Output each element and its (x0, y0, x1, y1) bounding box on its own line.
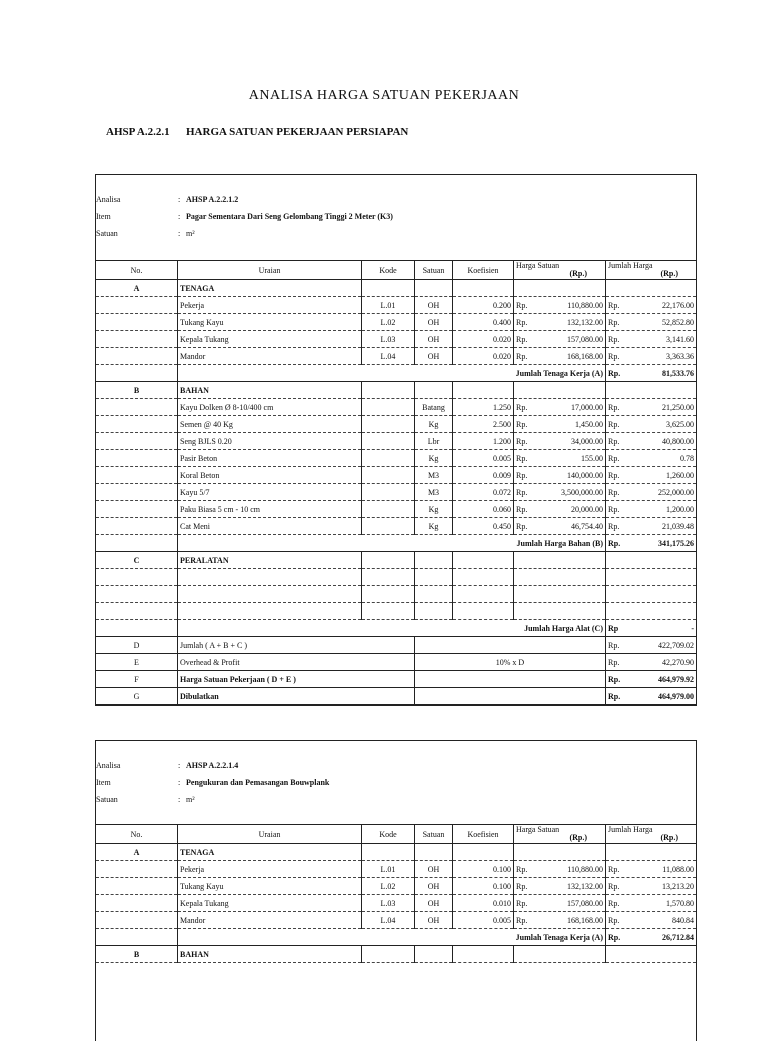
item-harga-satuan: Rp. 46,754.40 (514, 518, 606, 535)
cell (96, 331, 178, 348)
item-harga-satuan: Rp. 168,168.00 (514, 348, 606, 365)
subtotal-value: Rp. 26,712.84 (606, 929, 697, 946)
item-harga-satuan: Rp. 155.00 (514, 450, 606, 467)
cell (606, 586, 697, 603)
meta-value: m² (186, 229, 195, 238)
item-koefisien: 2.500 (453, 416, 514, 433)
cell (96, 929, 178, 946)
cell (606, 603, 697, 620)
cell (606, 569, 697, 586)
cell (96, 535, 178, 552)
item-uraian: Kepala Tukang (178, 331, 362, 348)
item-jumlah-harga: Rp. 3,141.60 (606, 331, 697, 348)
summary-no: D (96, 637, 178, 654)
cell (606, 382, 697, 399)
section-row (96, 844, 697, 861)
item-jumlah-harga: Rp. 840.84 (606, 912, 697, 929)
table-row (96, 348, 697, 365)
cell (362, 552, 415, 569)
item-uraian: Kepala Tukang (178, 895, 362, 912)
item-kode: L.01 (362, 297, 415, 314)
item-satuan: OH (415, 348, 453, 365)
item-harga-satuan: Rp. 140,000.00 (514, 467, 606, 484)
summary-value: Rp. 464,979.00 (606, 688, 697, 705)
section-name: HARGA SATUAN PEKERJAAN PERSIAPAN (186, 126, 409, 138)
section-row (96, 280, 697, 297)
cell (415, 569, 453, 586)
cell (96, 484, 178, 501)
item-koefisien: 0.100 (453, 878, 514, 895)
subtotal-value: Rp. 341,175.26 (606, 535, 697, 552)
table-header (96, 261, 697, 280)
section-no: C (96, 552, 178, 569)
cell (606, 280, 697, 297)
section-row (96, 552, 697, 569)
subtotal-row (96, 535, 697, 552)
cell (514, 844, 606, 861)
item-harga-satuan: Rp. 110,880.00 (514, 297, 606, 314)
section-title: BAHAN (178, 946, 362, 963)
cell (96, 314, 178, 331)
summary-row (96, 688, 697, 705)
item-satuan: OH (415, 297, 453, 314)
item-satuan: Batang (415, 399, 453, 416)
item-harga-satuan: Rp. 168,168.00 (514, 912, 606, 929)
item-uraian: Pekerja (178, 297, 362, 314)
cell (96, 348, 178, 365)
cell (415, 586, 453, 603)
item-harga-satuan: Rp. 34,000.00 (514, 433, 606, 450)
cell (178, 586, 362, 603)
table-row (96, 895, 697, 912)
table-row (96, 450, 697, 467)
cell (96, 895, 178, 912)
item-satuan: M3 (415, 484, 453, 501)
item-koefisien: 0.200 (453, 297, 514, 314)
cell (453, 569, 514, 586)
item-uraian: Tukang Kayu (178, 314, 362, 331)
col-harga-satuan: Harga Satuan (Rp.) (514, 261, 606, 280)
item-jumlah-harga: Rp. 1,200.00 (606, 501, 697, 518)
item-harga-satuan: Rp. 132,132.00 (514, 314, 606, 331)
cell (415, 603, 453, 620)
item-koefisien: 0.020 (453, 348, 514, 365)
item-kode (362, 501, 415, 518)
cell (514, 280, 606, 297)
meta-label: Satuan (96, 795, 118, 804)
cell (453, 946, 514, 963)
summary-row (96, 654, 697, 671)
cell (453, 280, 514, 297)
cell (362, 844, 415, 861)
cell (96, 878, 178, 895)
item-kode: L.03 (362, 331, 415, 348)
item-uraian: Seng BJLS 0.20 (178, 433, 362, 450)
cell (96, 450, 178, 467)
section-row (96, 946, 697, 963)
section-title: TENAGA (178, 844, 362, 861)
summary-uraian: Harga Satuan Pekerjaan ( D + E ) (178, 671, 415, 688)
item-harga-satuan: Rp. 110,880.00 (514, 861, 606, 878)
meta-value: m² (186, 795, 195, 804)
cell (606, 946, 697, 963)
item-uraian: Koral Beton (178, 467, 362, 484)
empty-row (96, 569, 697, 586)
item-uraian: Kayu Dolken Ø 8-10/400 cm (178, 399, 362, 416)
summary-uraian: Dibulatkan (178, 688, 415, 705)
analysis-table-2 (95, 824, 697, 963)
item-koefisien: 0.009 (453, 467, 514, 484)
col-harga-satuan: Harga Satuan (Rp.) (514, 825, 606, 844)
cell (514, 552, 606, 569)
subtotal-value: Rp - (606, 620, 697, 637)
item-satuan: OH (415, 878, 453, 895)
item-satuan: OH (415, 861, 453, 878)
item-uraian: Kayu 5/7 (178, 484, 362, 501)
item-kode (362, 433, 415, 450)
summary-no: F (96, 671, 178, 688)
cell (362, 586, 415, 603)
item-kode: L.04 (362, 912, 415, 929)
section-title: BAHAN (178, 382, 362, 399)
summary-row (96, 671, 697, 688)
cell (514, 569, 606, 586)
item-harga-satuan: Rp. 20,000.00 (514, 501, 606, 518)
cell (606, 844, 697, 861)
table-row (96, 518, 697, 535)
table-row (96, 467, 697, 484)
summary-value: Rp. 422,709.02 (606, 637, 697, 654)
col-koefisien: Koefisien (453, 825, 514, 844)
item-jumlah-harga: Rp. 252,000.00 (606, 484, 697, 501)
item-jumlah-harga: Rp. 21,039.48 (606, 518, 697, 535)
meta-label: Analisa (96, 761, 121, 770)
item-jumlah-harga: Rp. 0.78 (606, 450, 697, 467)
cell (514, 382, 606, 399)
item-koefisien: 1.200 (453, 433, 514, 450)
summary-note (415, 637, 606, 654)
item-jumlah-harga: Rp. 11,088.00 (606, 861, 697, 878)
item-satuan: OH (415, 912, 453, 929)
section-no: B (96, 382, 178, 399)
item-kode: L.02 (362, 314, 415, 331)
summary-value: Rp. 42,270.90 (606, 654, 697, 671)
item-uraian: Mandor (178, 348, 362, 365)
item-kode (362, 467, 415, 484)
cell (362, 569, 415, 586)
section-code: AHSP A.2.2.1 (106, 126, 170, 138)
summary-row (96, 637, 697, 654)
summary-no: E (96, 654, 178, 671)
item-satuan: M3 (415, 467, 453, 484)
item-jumlah-harga: Rp. 13,213.20 (606, 878, 697, 895)
table-row (96, 501, 697, 518)
subtotal-value: Rp. 81,533.76 (606, 365, 697, 382)
cell (96, 586, 178, 603)
item-jumlah-harga: Rp. 40,800.00 (606, 433, 697, 450)
item-kode: L.04 (362, 348, 415, 365)
summary-uraian: Overhead & Profit (178, 654, 415, 671)
meta-label: Item (96, 778, 111, 787)
item-kode (362, 416, 415, 433)
item-kode (362, 450, 415, 467)
cell (96, 620, 178, 637)
cell (178, 569, 362, 586)
item-harga-satuan: Rp. 17,000.00 (514, 399, 606, 416)
empty-row (96, 586, 697, 603)
meta-label: Analisa (96, 195, 121, 204)
section-title: PERALATAN (178, 552, 362, 569)
cell (362, 946, 415, 963)
meta-value: AHSP A.2.2.1.4 (186, 761, 239, 770)
section-no: A (96, 280, 178, 297)
table-row (96, 484, 697, 501)
col-jumlah-harga: Jumlah Harga (Rp.) (606, 825, 697, 844)
table-row (96, 861, 697, 878)
item-koefisien: 1.250 (453, 399, 514, 416)
item-jumlah-harga: Rp. 21,250.00 (606, 399, 697, 416)
subtotal-row (96, 365, 697, 382)
item-uraian: Mandor (178, 912, 362, 929)
item-kode: L.02 (362, 878, 415, 895)
item-uraian: Paku Biasa 5 cm - 10 cm (178, 501, 362, 518)
meta-value: Pengukuran dan Pemasangan Bouwplank (186, 778, 330, 787)
item-jumlah-harga: Rp. 1,570.80 (606, 895, 697, 912)
meta-value: AHSP A.2.2.1.2 (186, 195, 239, 204)
table-row (96, 399, 697, 416)
summary-no: G (96, 688, 178, 705)
col-koefisien: Koefisien (453, 261, 514, 280)
item-kode (362, 518, 415, 535)
item-jumlah-harga: Rp. 1,260.00 (606, 467, 697, 484)
col-kode: Kode (362, 825, 415, 844)
cell (362, 603, 415, 620)
item-koefisien: 0.100 (453, 861, 514, 878)
cell (96, 569, 178, 586)
item-uraian: Cat Meni (178, 518, 362, 535)
item-harga-satuan: Rp. 1,450.00 (514, 416, 606, 433)
item-uraian: Tukang Kayu (178, 878, 362, 895)
cell (514, 586, 606, 603)
empty-row (96, 603, 697, 620)
table-row (96, 878, 697, 895)
cell (606, 552, 697, 569)
section-no: B (96, 946, 178, 963)
item-satuan: Kg (415, 518, 453, 535)
col-uraian: Uraian (178, 261, 362, 280)
item-koefisien: 0.400 (453, 314, 514, 331)
analysis-table-1 (95, 260, 697, 705)
section-no: A (96, 844, 178, 861)
summary-value: Rp. 464,979.92 (606, 671, 697, 688)
meta-value: Pagar Sementara Dari Seng Gelombang Tinggi 2 Meter (K3) (186, 212, 393, 221)
section-row (96, 382, 697, 399)
subtotal-label: Jumlah Harga Alat (C) (178, 620, 606, 637)
cell (415, 552, 453, 569)
item-uraian: Pasir Beton (178, 450, 362, 467)
table-row (96, 314, 697, 331)
table-header (96, 825, 697, 844)
cell (96, 399, 178, 416)
item-kode: L.03 (362, 895, 415, 912)
cell (96, 416, 178, 433)
cell (96, 603, 178, 620)
item-satuan: Kg (415, 416, 453, 433)
col-no: No. (96, 825, 178, 844)
item-koefisien: 0.450 (453, 518, 514, 535)
item-kode (362, 399, 415, 416)
table-row (96, 331, 697, 348)
table-row (96, 912, 697, 929)
item-kode (362, 484, 415, 501)
cell (96, 518, 178, 535)
table-row (96, 433, 697, 450)
item-satuan: OH (415, 331, 453, 348)
item-harga-satuan: Rp. 157,080.00 (514, 331, 606, 348)
item-satuan: OH (415, 314, 453, 331)
table-row (96, 297, 697, 314)
col-no: No. (96, 261, 178, 280)
item-uraian: Semen @ 40 Kg (178, 416, 362, 433)
cell (453, 552, 514, 569)
item-harga-satuan: Rp. 157,080.00 (514, 895, 606, 912)
item-satuan: Kg (415, 450, 453, 467)
cell (96, 467, 178, 484)
summary-note (415, 688, 606, 705)
item-koefisien: 0.005 (453, 912, 514, 929)
item-koefisien: 0.060 (453, 501, 514, 518)
item-jumlah-harga: Rp. 22,176.00 (606, 297, 697, 314)
item-jumlah-harga: Rp. 52,852.80 (606, 314, 697, 331)
cell (415, 946, 453, 963)
summary-uraian: Jumlah ( A + B + C ) (178, 637, 415, 654)
col-jumlah-harga: Jumlah Harga (Rp.) (606, 261, 697, 280)
cell (96, 297, 178, 314)
cell (96, 365, 178, 382)
item-kode: L.01 (362, 861, 415, 878)
item-harga-satuan: Rp. 3,500,000.00 (514, 484, 606, 501)
summary-note (415, 671, 606, 688)
col-satuan: Satuan (415, 261, 453, 280)
col-uraian: Uraian (178, 825, 362, 844)
cell (178, 603, 362, 620)
cell (415, 382, 453, 399)
cell (96, 912, 178, 929)
analysis-block-2: Analisa : AHSP A.2.2.1.4 Item : Pengukuran dan Pemasangan Bouwplank Satuan : m² No. Uraian Kode Satuan Koefisien Harga Satuan (Rp.) Jumlah Harga (Rp.) A TENAGA Pekerja L.01 OH 0.100 Rp. 110,880.00 Rp. 11,088.00 Tukang Kayu L.02 OH 0.100 Rp. 132,132.00 Rp. 13,213.20 Kepala Tukang L.03 OH 0.010 Rp. 157,080.00 Rp. 1,570.80 Mandor L.04 OH 0.005 Rp. 168,168.00 Rp. 840.84 Jumlah Tenaga Kerja (A) Rp. 26,712.84 B BAHAN (95, 740, 697, 1041)
cell (415, 280, 453, 297)
cell (415, 844, 453, 861)
item-koefisien: 0.005 (453, 450, 514, 467)
table-row (96, 416, 697, 433)
item-satuan: OH (415, 895, 453, 912)
cell (362, 382, 415, 399)
item-uraian: Pekerja (178, 861, 362, 878)
section-title: TENAGA (178, 280, 362, 297)
item-koefisien: 0.010 (453, 895, 514, 912)
cell (514, 603, 606, 620)
subtotal-label: Jumlah Tenaga Kerja (A) (178, 929, 606, 946)
col-satuan: Satuan (415, 825, 453, 844)
subtotal-label: Jumlah Tenaga Kerja (A) (178, 365, 606, 382)
subtotal-label: Jumlah Harga Bahan (B) (178, 535, 606, 552)
cell (96, 501, 178, 518)
cell (453, 382, 514, 399)
item-satuan: Lbr (415, 433, 453, 450)
item-jumlah-harga: Rp. 3,363.36 (606, 348, 697, 365)
item-jumlah-harga: Rp. 3,625.00 (606, 416, 697, 433)
item-koefisien: 0.020 (453, 331, 514, 348)
cell (96, 433, 178, 450)
analysis-block-1: Analisa : AHSP A.2.2.1.2 Item : Pagar Sementara Dari Seng Gelombang Tinggi 2 Meter (K3) Satuan : m² No. Uraian Kode Satuan Koefisien Harga Satuan (Rp.) Jumlah Harga (Rp.) A TENAGA Pekerja L.01 OH 0.200 Rp. 110,880.00 Rp. 22,176.00 Tukang Kayu L.02 OH 0.400 Rp. 132,132.00 Rp. 52,852.80 Kepala Tukang L.03 OH 0.020 Rp. 157,080.00 Rp. 3,141.60 Mandor L.04 OH 0.020 Rp. 168,168.00 Rp. 3,363.36 Jumlah Tenaga Kerja (A) Rp. 81,533.76 B BAHAN Kayu Dolken Ø 8-10/400 cm Batang 1.250 Rp. 17,000.00 Rp. 21,250.00 Semen @ 40 Kg Kg 2.500 Rp. 1,450.00 Rp. 3,625.00 Seng BJLS 0.20 Lbr 1.200 Rp. 34,000.00 Rp. 40,800.00 Pasir Beton Kg 0.005 Rp. 155.00 Rp. 0.78 Koral Beton M3 0.009 Rp. 140,000.00 Rp. 1,260.00 Kayu 5/7 M3 0.072 Rp. 3,500,000.00 Rp. 252,000.00 Paku Biasa 5 cm - 10 cm Kg 0.060 Rp. 20,000.00 Rp. 1,200.00 Cat Meni Kg 0.450 Rp. 46,754.40 Rp. 21,039.48 Jumlah Harga Bahan (B) Rp. 341,175.26 C PERALATAN Jumlah Harga Alat (C) Rp - D Jumlah ( A + B + C ) Rp. 422,709.02 E Overhead & Profit 10% x D Rp. 42,270.90 F Harga Satuan Pekerjaan ( D + E ) Rp. 464,979.92 G Dibulatkan Rp. 464,979.00 (95, 174, 697, 706)
summary-note: 10% x D (415, 654, 606, 671)
cell (453, 586, 514, 603)
meta-label: Satuan (96, 229, 118, 238)
page-title: ANALISA HARGA SATUAN PEKERJAAN (248, 88, 520, 103)
subtotal-row (96, 620, 697, 637)
cell (453, 603, 514, 620)
cell (453, 844, 514, 861)
cell (362, 280, 415, 297)
meta-label: Item (96, 212, 111, 221)
cell (96, 861, 178, 878)
col-kode: Kode (362, 261, 415, 280)
subtotal-row (96, 929, 697, 946)
item-harga-satuan: Rp. 132,132.00 (514, 878, 606, 895)
cell (514, 946, 606, 963)
item-koefisien: 0.072 (453, 484, 514, 501)
item-satuan: Kg (415, 501, 453, 518)
